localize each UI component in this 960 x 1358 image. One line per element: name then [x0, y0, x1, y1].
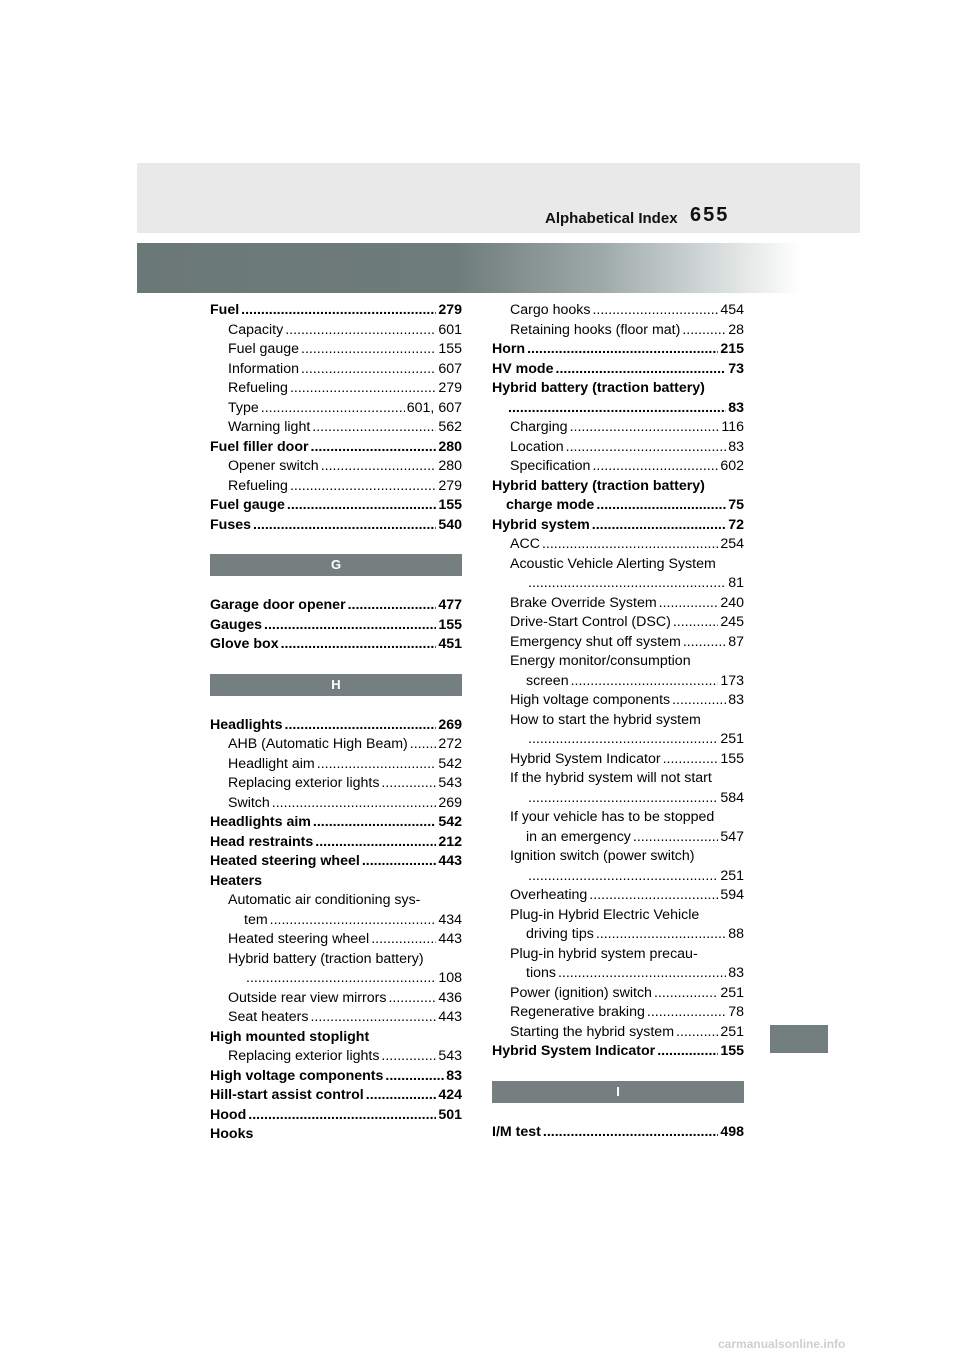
entry-page-number: 81 — [728, 575, 744, 591]
entry-page-number: 280 — [438, 458, 462, 474]
entry-label: Starting the hybrid system — [510, 1023, 675, 1040]
entry-page-number: 594 — [720, 887, 744, 903]
entry-label: Headlights — [210, 716, 283, 733]
entry-label: Switch — [228, 794, 270, 811]
index-subentry — [492, 633, 744, 653]
index-subentry — [210, 379, 462, 399]
index-subentry — [210, 911, 462, 931]
dot-leader — [683, 633, 726, 653]
index-subentry — [210, 321, 462, 341]
dot-leader — [676, 1023, 718, 1043]
index-subentry-text: Plug-in Hybrid Electric Vehicle — [510, 906, 700, 923]
entry-page-number: 543 — [438, 1048, 462, 1064]
entry-label: tem — [244, 911, 268, 928]
entry-page-number: 584 — [720, 789, 744, 806]
entry-label: Heated steering wheel — [210, 853, 360, 869]
dot-leader — [312, 418, 436, 438]
index-section-header: I — [492, 1081, 744, 1103]
entry-label: Overheating — [510, 887, 588, 903]
index-subentry — [210, 360, 462, 380]
index-subentry — [492, 730, 744, 750]
index-subentry — [492, 750, 744, 770]
entry-label: Drive-Start Control (DSC) — [510, 614, 671, 630]
entry-label: AHB (Automatic High Beam) — [228, 736, 408, 752]
index-entry — [210, 833, 462, 853]
dot-leader — [366, 1086, 437, 1106]
entry-page-number: 87 — [728, 633, 744, 650]
dot-leader — [558, 964, 726, 984]
index-entry — [210, 1106, 462, 1126]
entry-label: Heated steering wheel — [228, 931, 370, 947]
index-subentry — [492, 1023, 744, 1043]
entry-label: charge mode — [506, 497, 595, 513]
index-entry — [210, 516, 462, 536]
index-subentry — [492, 925, 744, 945]
index-entry — [210, 635, 462, 655]
entry-label: Gauges — [210, 616, 263, 633]
dot-leader — [371, 930, 436, 950]
section-thumb-tab — [770, 1025, 828, 1053]
dot-leader — [270, 911, 437, 931]
index-entry — [210, 596, 462, 616]
dot-leader — [317, 755, 437, 775]
dot-leader — [659, 594, 719, 614]
index-subentry-text: Automatic air conditioning sys- — [228, 892, 421, 908]
entry-page-number: 215 — [720, 341, 744, 357]
dot-leader — [410, 735, 437, 755]
index-subentry-text: How to start the hybrid system — [510, 711, 701, 728]
entry-label: Regenerative braking — [510, 1004, 645, 1020]
entry-page-number: 155 — [720, 750, 744, 767]
index-subentry — [492, 535, 744, 555]
dot-leader — [246, 969, 436, 989]
entry-page-number: 73 — [728, 360, 744, 377]
entry-label: Hybrid System Indicator — [510, 750, 661, 767]
dot-leader — [248, 1106, 436, 1126]
entry-label: Fuel gauge — [228, 341, 299, 357]
index-entry — [492, 399, 744, 419]
index-subentry — [492, 984, 744, 1004]
dot-leader — [596, 925, 726, 945]
entry-label: Retaining hooks (floor mat) — [510, 321, 681, 338]
entry-page-number: 542 — [438, 755, 462, 772]
dot-leader — [682, 321, 726, 341]
index-subentry — [492, 594, 744, 614]
entry-label: Headlight aim — [228, 755, 315, 772]
entry-label: Opener switch — [228, 458, 319, 474]
dot-leader — [381, 1047, 436, 1067]
index-subentry — [492, 1003, 744, 1023]
index-entry — [210, 496, 462, 516]
dot-leader — [543, 1123, 718, 1143]
index-subentry — [492, 886, 744, 906]
dot-leader — [264, 616, 436, 636]
entry-page-number: 155 — [720, 1043, 744, 1059]
entry-label: driving tips — [526, 926, 594, 942]
index-subentry-text: If your vehicle has to be stopped — [510, 809, 715, 825]
index-subentry — [210, 969, 462, 989]
entry-page-number: 251 — [720, 867, 744, 884]
index-entry-heading: High mounted stoplight — [210, 1028, 370, 1045]
index-subentry-text: Acoustic Vehicle Alerting System — [510, 555, 716, 572]
index-subentry-text: Plug-in hybrid system precau- — [510, 945, 698, 962]
entry-page-number: 443 — [438, 853, 462, 869]
entry-label: Type — [228, 399, 259, 416]
entry-page-number: 543 — [438, 775, 462, 791]
entry-label: Replacing exterior lights — [228, 1048, 380, 1064]
dot-leader — [528, 574, 726, 594]
entry-page-number: 155 — [438, 497, 462, 513]
entry-label: Replacing exterior lights — [228, 775, 380, 791]
dot-leader — [663, 750, 719, 770]
entry-page-number: 28 — [728, 321, 744, 338]
dot-leader — [647, 1003, 726, 1023]
dot-leader — [528, 730, 718, 750]
entry-label: Hill-start assist control — [210, 1087, 364, 1103]
dot-leader — [592, 457, 718, 477]
entry-label: Hood — [210, 1106, 247, 1123]
entry-label: High voltage components — [510, 692, 671, 708]
entry-page-number: 451 — [438, 636, 462, 652]
index-subentry-text: Ignition switch (power switch) — [510, 848, 695, 864]
index-subentry — [492, 789, 744, 809]
entry-page-number: 562 — [438, 419, 462, 435]
entry-label: Location — [510, 438, 564, 455]
index-subentry — [210, 989, 462, 1009]
entry-page-number: 245 — [720, 614, 744, 630]
entry-page-number: 547 — [720, 828, 744, 845]
entry-label: Warning light — [228, 419, 311, 435]
dot-leader — [672, 691, 726, 711]
index-column-left — [210, 301, 462, 1145]
dot-leader — [348, 596, 437, 616]
entry-page-number: 601 — [438, 321, 462, 338]
index-entry-heading: Hybrid battery (traction battery) — [492, 380, 705, 396]
index-section-header: G — [210, 554, 462, 576]
entry-page-number: 173 — [720, 672, 744, 689]
dot-leader — [253, 516, 436, 536]
dot-leader — [290, 379, 436, 399]
entry-page-number: 443 — [438, 931, 462, 947]
index-subentry — [492, 418, 744, 438]
index-entry-heading: Heaters — [210, 872, 263, 889]
dot-leader — [654, 984, 718, 1004]
index-entry — [492, 1123, 744, 1143]
entry-page-number: 251 — [720, 1023, 744, 1040]
index-subentry — [210, 1047, 462, 1067]
watermark: carmanualsonline.info — [718, 1337, 846, 1351]
dot-leader — [589, 886, 718, 906]
dot-leader — [592, 516, 726, 536]
index-entry — [210, 813, 462, 833]
index-section-header: H — [210, 674, 462, 696]
entry-page-number: 601, 607 — [406, 399, 462, 416]
entry-label: Seat heaters — [228, 1009, 309, 1025]
index-subentry — [492, 457, 744, 477]
index-entry — [492, 340, 744, 360]
decorative-gradient-band — [137, 243, 801, 293]
index-entry — [492, 496, 744, 516]
index-subentry — [210, 930, 462, 950]
dot-leader — [592, 301, 718, 321]
index-subentry-text: Hybrid battery (traction battery) — [228, 950, 424, 967]
index-entry — [210, 1067, 462, 1087]
entry-page-number: 83 — [728, 965, 744, 981]
entry-label: Headlights aim — [210, 814, 311, 830]
dot-leader — [528, 789, 718, 809]
dot-leader — [315, 833, 436, 853]
entry-page-number: 279 — [438, 302, 462, 318]
dot-leader — [261, 399, 405, 419]
dot-leader — [385, 1067, 444, 1087]
entry-page-number: 280 — [438, 438, 462, 455]
dot-leader — [241, 301, 436, 321]
entry-page-number: 607 — [438, 360, 462, 377]
index-subentry — [492, 867, 744, 887]
index-subentry — [492, 613, 744, 633]
entry-page-number: 212 — [438, 833, 462, 850]
entry-label: Hybrid system — [492, 516, 590, 533]
dot-leader — [285, 321, 436, 341]
entry-page-number: 501 — [438, 1106, 462, 1123]
entry-page-number: 602 — [720, 458, 744, 474]
index-subentry — [210, 457, 462, 477]
dot-leader — [596, 496, 726, 516]
entry-page-number: 83 — [728, 399, 744, 416]
entry-page-number: 279 — [438, 477, 462, 494]
dot-leader — [381, 774, 436, 794]
page-header-title: Alphabetical Index — [545, 210, 678, 227]
index-subentry — [210, 794, 462, 814]
entry-page-number: 72 — [728, 516, 744, 533]
dot-leader — [321, 457, 437, 477]
dot-leader — [301, 340, 436, 360]
entry-page-number: 477 — [438, 597, 462, 613]
page-header-band — [137, 163, 860, 233]
index-entry-heading: Hybrid battery (traction battery) — [492, 477, 705, 494]
entry-label: Head restraints — [210, 833, 314, 850]
entry-label: ACC — [510, 536, 540, 552]
entry-label: Garage door opener — [210, 597, 346, 613]
dot-leader — [287, 496, 436, 516]
entry-page-number: 542 — [438, 814, 462, 830]
entry-label: Fuel gauge — [210, 497, 285, 513]
index-subentry — [492, 321, 744, 341]
entry-label: Charging — [510, 419, 568, 435]
entry-page-number: 83 — [728, 692, 744, 708]
dot-leader — [542, 535, 718, 555]
dot-leader — [290, 477, 436, 497]
dot-leader — [281, 635, 437, 655]
dot-leader — [362, 852, 437, 872]
entry-label: Emergency shut off system — [510, 633, 681, 650]
index-subentry — [492, 828, 744, 848]
entry-label: Cargo hooks — [510, 302, 591, 318]
entry-page-number: 83 — [728, 438, 744, 455]
dot-leader — [566, 438, 727, 458]
entry-page-number: 75 — [728, 497, 744, 513]
entry-label: Brake Override System — [510, 594, 657, 611]
entry-label: Fuel — [210, 302, 240, 318]
entry-page-number: 272 — [438, 736, 462, 752]
entry-page-number: 424 — [438, 1087, 462, 1103]
index-subentry — [210, 1008, 462, 1028]
index-subentry — [210, 755, 462, 775]
entry-label: in an emergency — [526, 828, 631, 845]
index-entry-heading: Hooks — [210, 1126, 254, 1142]
index-subentry — [210, 418, 462, 438]
index-subentry — [210, 477, 462, 497]
entry-page-number: 88 — [728, 926, 744, 942]
dot-leader — [633, 828, 718, 848]
entry-label: Horn — [492, 341, 526, 357]
dot-leader — [388, 989, 436, 1009]
entry-label: Fuses — [210, 516, 252, 533]
index-entry — [492, 1042, 744, 1062]
dot-leader — [657, 1042, 718, 1062]
entry-page-number: 251 — [720, 731, 744, 747]
entry-page-number: 240 — [720, 594, 744, 611]
dot-leader — [311, 438, 437, 458]
entry-label: tions — [526, 965, 556, 981]
entry-label: Fuel filler door — [210, 438, 309, 455]
index-subentry — [210, 735, 462, 755]
index-subentry — [492, 301, 744, 321]
index-entry — [210, 301, 462, 321]
index-subentry — [492, 672, 744, 692]
dot-leader — [508, 399, 726, 419]
entry-page-number: 498 — [720, 1123, 744, 1140]
index-subentry — [492, 691, 744, 711]
index-entry — [210, 616, 462, 636]
index-entry — [210, 438, 462, 458]
entry-page-number: 269 — [438, 794, 462, 811]
page-number: 655 — [690, 204, 730, 226]
entry-page-number: 269 — [438, 716, 462, 733]
index-entry — [210, 1086, 462, 1106]
entry-label: I/M test — [492, 1123, 541, 1140]
index-entry — [492, 516, 744, 536]
entry-page-number: 254 — [720, 536, 744, 552]
dot-leader — [556, 360, 727, 380]
dot-leader — [272, 794, 437, 814]
index-entry — [210, 852, 462, 872]
entry-page-number: 78 — [728, 1004, 744, 1020]
index-subentry — [210, 774, 462, 794]
entry-page-number: 434 — [438, 911, 462, 928]
index-subentry-text: Energy monitor/consumption — [510, 653, 691, 669]
entry-label: Refueling — [228, 477, 288, 494]
entry-label: Glove box — [210, 636, 279, 652]
index-entry — [492, 360, 744, 380]
entry-label: High voltage components — [210, 1067, 384, 1084]
index-column-right — [492, 301, 744, 1142]
entry-page-number: 251 — [720, 984, 744, 1001]
index-entry — [210, 716, 462, 736]
entry-label: HV mode — [492, 360, 554, 377]
dot-leader — [571, 672, 719, 692]
entry-label: Outside rear view mirrors — [228, 989, 387, 1006]
entry-page-number: 83 — [446, 1067, 462, 1084]
entry-label: Refueling — [228, 380, 288, 396]
dot-leader — [285, 716, 437, 736]
entry-page-number: 155 — [438, 341, 462, 357]
index-subentry-text: If the hybrid system will not start — [510, 770, 712, 786]
dot-leader — [673, 613, 719, 633]
entry-label: Information — [228, 360, 299, 377]
dot-leader — [528, 867, 718, 887]
index-subentry — [210, 340, 462, 360]
entry-label: screen — [526, 672, 569, 689]
entry-page-number: 436 — [438, 989, 462, 1006]
entry-page-number: 279 — [438, 380, 462, 396]
entry-page-number: 116 — [721, 419, 744, 435]
entry-label: Power (ignition) switch — [510, 984, 652, 1001]
dot-leader — [570, 418, 720, 438]
entry-label: Capacity — [228, 321, 284, 338]
dot-leader — [310, 1008, 436, 1028]
entry-page-number: 155 — [438, 616, 462, 633]
dot-leader — [301, 360, 436, 380]
dot-leader — [527, 340, 718, 360]
entry-label: Hybrid System Indicator — [492, 1043, 656, 1059]
entry-page-number: 540 — [438, 516, 462, 533]
index-subentry — [492, 574, 744, 594]
dot-leader — [313, 813, 436, 833]
index-subentry — [492, 964, 744, 984]
entry-page-number: 443 — [438, 1009, 462, 1025]
index-subentry — [210, 399, 462, 419]
index-subentry — [492, 438, 744, 458]
entry-page-number: 108 — [438, 970, 462, 986]
entry-page-number: 454 — [720, 302, 744, 318]
entry-label: Specification — [510, 458, 591, 474]
